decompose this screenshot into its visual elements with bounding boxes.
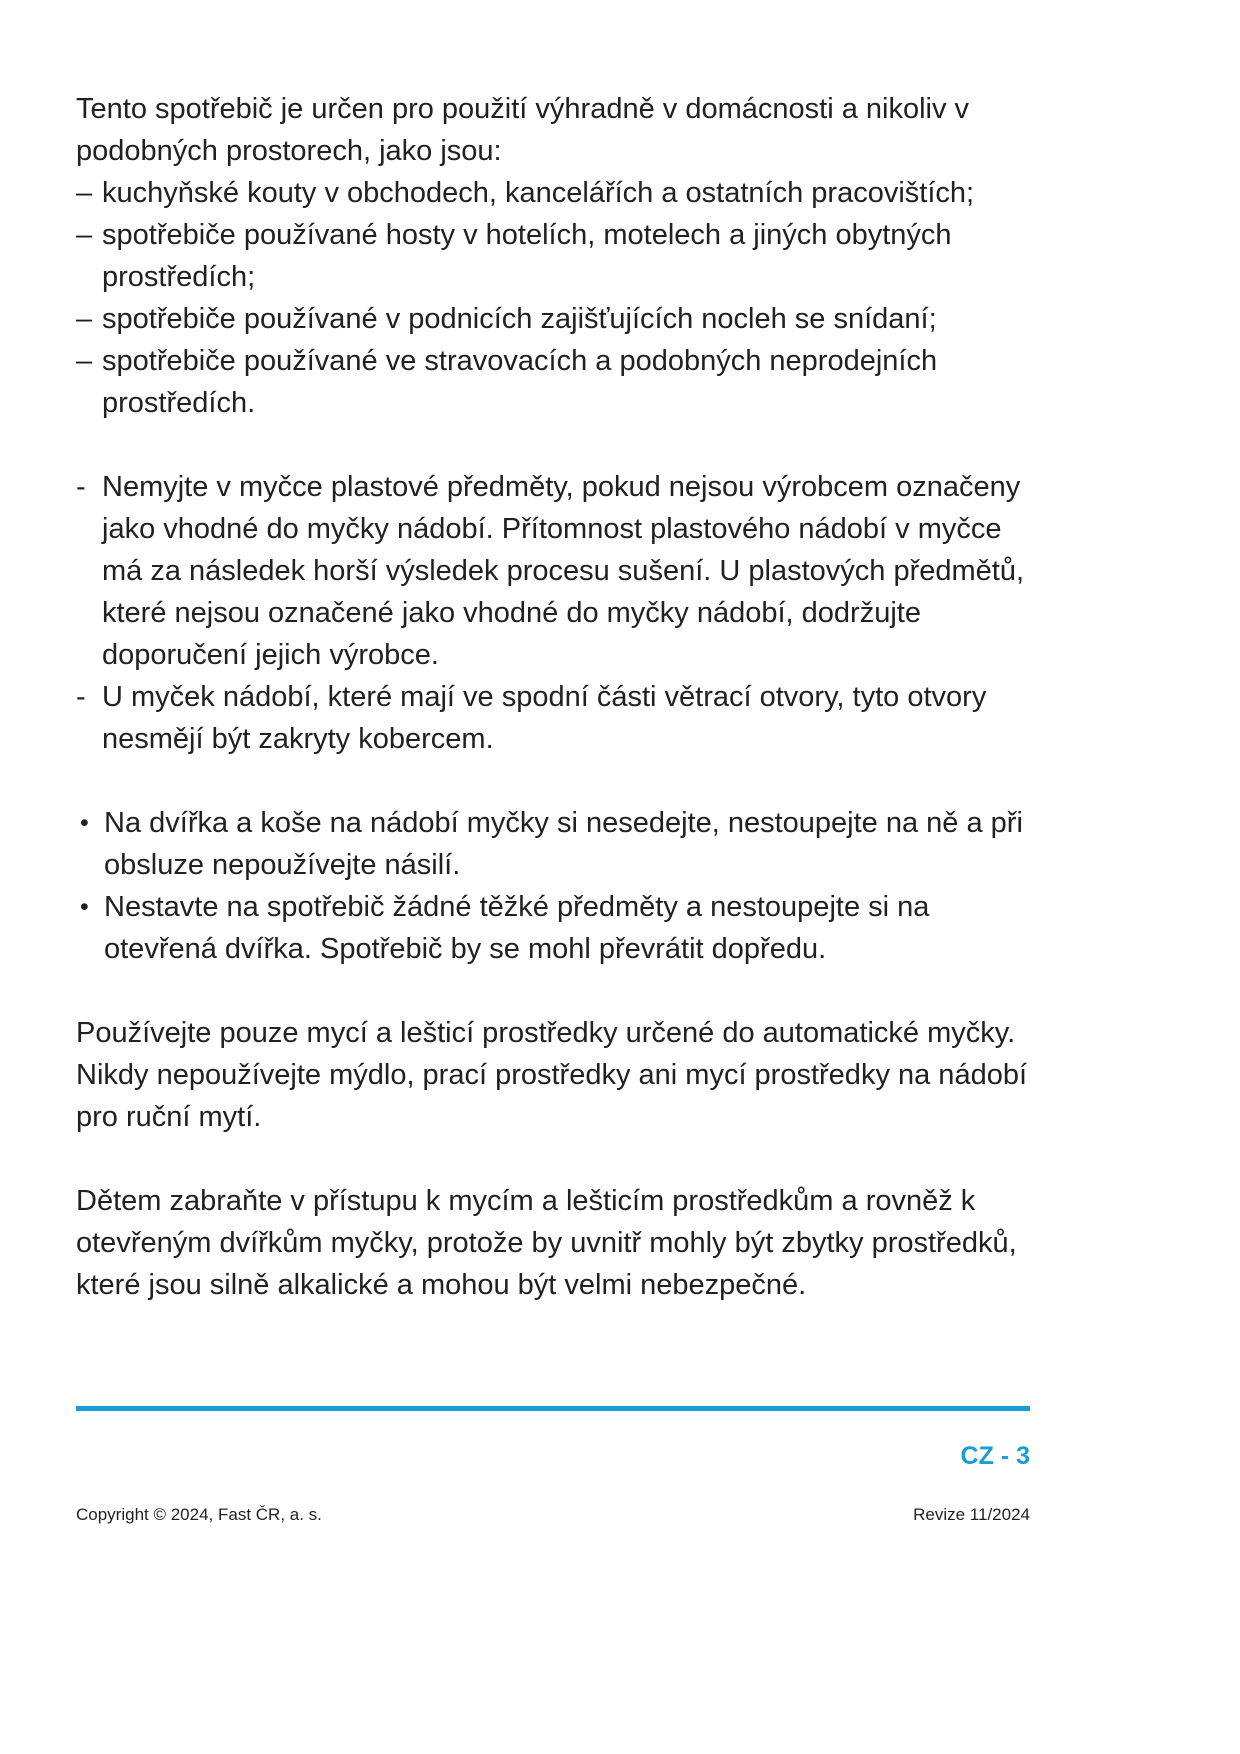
list-item-text: spotřebiče používané v podnicích zajišťujících nocleh se snídaní;	[102, 303, 937, 335]
dash-marker: –	[76, 219, 93, 251]
spacer	[76, 424, 1030, 466]
detergent-paragraph: Používejte pouze mycí a lešticí prostředky určené do automatické myčky. Nikdy nepoužívejte mýdlo, prací prostředky ani mycí prostředky na nádobí pro ruční mytí.	[76, 1017, 1028, 1133]
dash-marker: –	[76, 303, 93, 335]
list-item	[76, 886, 1030, 970]
list-item	[76, 676, 1030, 760]
list-item	[76, 466, 1030, 676]
footer-revision: Revize 11/2024	[913, 1505, 1030, 1524]
bullet-marker: •	[80, 809, 89, 837]
list-item	[76, 172, 1030, 214]
list-item	[76, 298, 1030, 340]
dash-marker: –	[76, 345, 93, 377]
page-number: CZ - 3	[960, 1442, 1030, 1470]
spacer	[76, 760, 1030, 802]
footer-divider-rule	[76, 1406, 1030, 1411]
list-item	[76, 214, 1030, 298]
bullet-list	[76, 802, 1030, 970]
spacer	[76, 970, 1030, 1012]
bullet-marker: •	[80, 893, 89, 921]
list-item-text: kuchyňské kouty v obchodech, kancelářích a ostatních pracovištích;	[102, 177, 975, 209]
hyphen-list	[76, 466, 1030, 760]
footer-copyright: Copyright © 2024, Fast ČR, a. s.	[76, 1505, 322, 1524]
hyphen-marker: -	[76, 471, 86, 503]
hyphen-marker: -	[76, 681, 86, 713]
list-item-text: Nestavte na spotřebič žádné těžké předměty a nestoupejte si na otevřená dvířka. Spotřebič by se mohl převrátit dopředu.	[104, 891, 930, 965]
dash-marker: –	[76, 177, 93, 209]
dash-list	[76, 172, 1030, 424]
intro-paragraph: Tento spotřebič je určen pro použití výhradně v domácnosti a nikoliv v podobných prostorech, jako jsou:	[76, 93, 970, 167]
page-content	[76, 88, 1030, 1306]
list-item-text: spotřebiče používané ve stravovacích a podobných neprodejních prostředích.	[102, 345, 938, 419]
spacer	[76, 1138, 1030, 1180]
list-item-text: U myček nádobí, které mají ve spodní části větrací otvory, tyto otvory nesmějí být zakryty kobercem.	[102, 681, 987, 755]
list-item	[76, 340, 1030, 424]
list-item-text: Nemyjte v myčce plastové předměty, pokud nejsou výrobcem označeny jako vhodné do myčky nádobí. Přítomnost plastového nádobí v myčce má za následek horší výsledek procesu sušení. U plastových předmětů, které nejsou označené jako vhodné do myčky nádobí, dodržujte doporučení jejich výrobce.	[102, 471, 1025, 671]
list-item-text: spotřebiče používané hosty v hotelích, motelech a jiných obytných prostředích;	[102, 219, 952, 293]
children-paragraph: Dětem zabraňte v přístupu k mycím a lešticím prostředkům a rovněž k otevřeným dvířkům myčky, protože by uvnitř mohly být zbytky prostředků, které jsou silně alkalické a mohou být velmi nebezpečné.	[76, 1185, 1017, 1301]
list-item-text: Na dvířka a koše na nádobí myčky si nesedejte, nestoupejte na ně a při obsluze nepoužívejte násilí.	[104, 807, 1023, 881]
list-item	[76, 802, 1030, 886]
